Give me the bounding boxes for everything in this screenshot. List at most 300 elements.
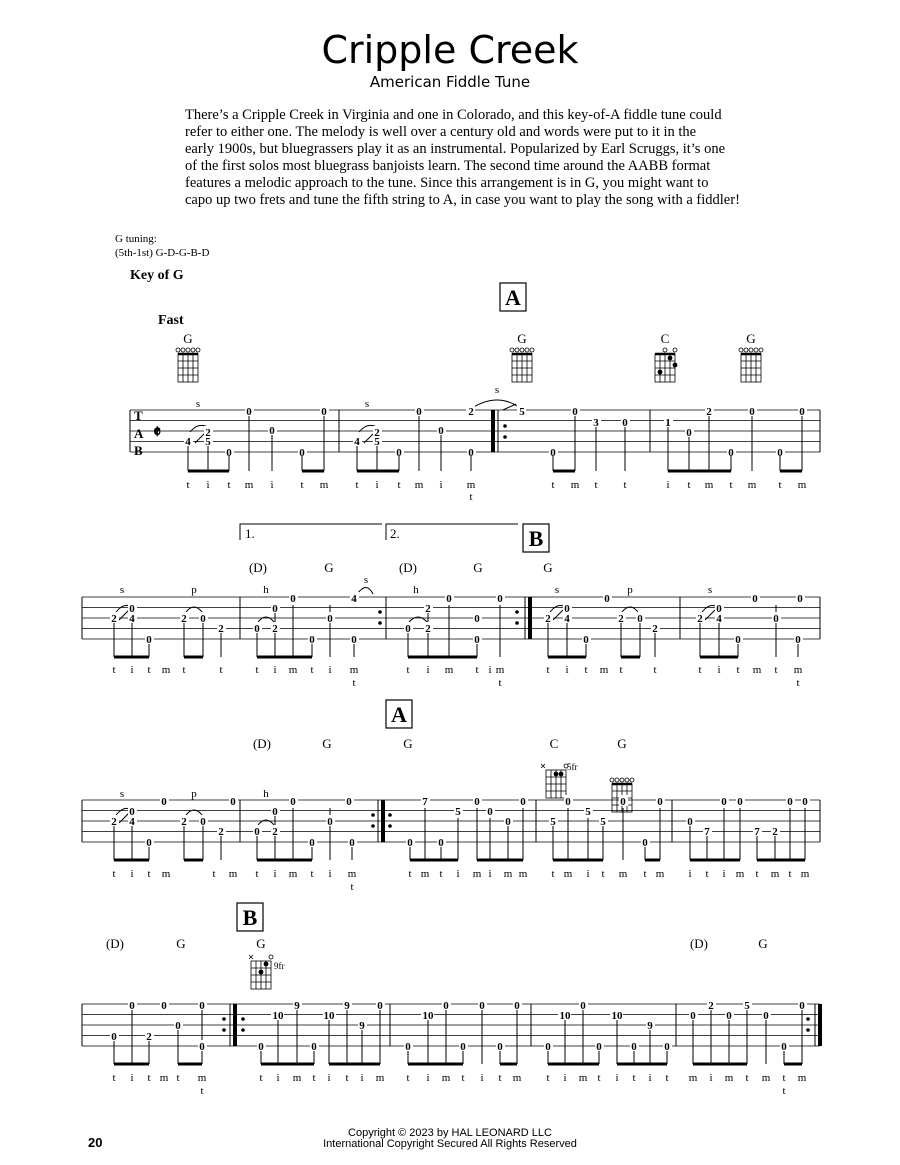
finger-mark: t: [147, 664, 151, 676]
tab-fret: 3: [593, 417, 599, 429]
finger-mark: t: [355, 479, 359, 491]
finger-mark: t: [310, 664, 314, 676]
chord-symbol: G: [517, 331, 527, 346]
finger-mark: t: [594, 479, 598, 491]
tab-fret: 0: [773, 613, 779, 625]
finger-mark: m: [161, 868, 171, 880]
tab-fret: 5: [585, 806, 591, 818]
tab-fret: 0: [657, 796, 663, 808]
tab-fret: 2: [111, 816, 117, 828]
finger-mark: t: [643, 868, 647, 880]
intro-line: early 1900s, but bluegrassers play it as an instrumental. Popularized by Earl Scruggs, it’s one: [185, 141, 726, 157]
tab-fret: 2: [218, 623, 224, 635]
finger-mark: t: [745, 1072, 749, 1084]
tab-fret: 4: [716, 613, 722, 625]
rights-line: International Copyright Secured All Rights Reserved: [323, 1138, 577, 1150]
copyright-line: Copyright © 2023 by HAL LEONARD LLC: [348, 1127, 552, 1139]
finger-mark: m: [797, 1072, 807, 1084]
finger-mark: t: [112, 1072, 116, 1084]
finger-mark: t: [796, 677, 800, 689]
tab-fret: 0: [565, 796, 571, 808]
tuning-value: (5th-1st) G-D-G-B-D: [115, 247, 210, 259]
tab-fret: 5: [600, 816, 606, 828]
tab-fret: 0: [327, 613, 333, 625]
finger-mark: m: [244, 479, 254, 491]
technique-mark: h: [263, 788, 269, 800]
intro-line: features a melodic approach to the tune. Since this arrangement is in G, you might want to: [185, 175, 709, 191]
finger-mark: i: [328, 868, 332, 880]
tab-fret: 0: [327, 816, 333, 828]
finger-mark: t: [498, 677, 502, 689]
finger-mark: i: [439, 479, 443, 491]
finger-mark: t: [397, 479, 401, 491]
tab-fret: 0: [438, 425, 444, 437]
finger-mark: t: [147, 868, 151, 880]
finger-mark: t: [623, 479, 627, 491]
tab-fret: 10: [422, 1010, 434, 1022]
tab-fret: 0: [474, 613, 480, 625]
tab-fret: 0: [258, 1041, 264, 1053]
finger-mark: m: [578, 1072, 588, 1084]
tab-fret: 2: [545, 613, 551, 625]
tab-fret: 0: [596, 1041, 602, 1053]
finger-mark: t: [439, 868, 443, 880]
tab-fret: 0: [479, 1000, 485, 1012]
tab-fret: 0: [642, 837, 648, 849]
finger-mark: i: [328, 664, 332, 676]
intro-line: refer to either one. The melody is well over a century old and words were put to it in the: [185, 124, 697, 140]
tab-fret: 0: [246, 406, 252, 418]
finger-mark: m: [420, 868, 430, 880]
finger-mark: i: [488, 664, 492, 676]
tab-fret: 0: [346, 796, 352, 808]
finger-mark: m: [724, 1072, 734, 1084]
finger-mark: m: [319, 479, 329, 491]
technique-mark: h: [263, 584, 269, 596]
chord-symbol: G: [322, 736, 332, 751]
finger-mark: i: [206, 479, 210, 491]
tab-fret: 0: [487, 806, 493, 818]
cut-time-icon: 𝄵: [153, 422, 162, 442]
chord-symbol: G: [617, 736, 627, 751]
tab-fret: 0: [129, 603, 135, 615]
finger-mark: m: [161, 664, 171, 676]
tab-fret: 0: [299, 447, 305, 459]
tab-fret: 0: [637, 613, 643, 625]
tab-fret: 0: [777, 447, 783, 459]
finger-mark: t: [632, 1072, 636, 1084]
chord-symbol: (D): [105, 936, 125, 951]
finger-mark: m: [747, 479, 757, 491]
chord-symbol: (D): [252, 736, 272, 751]
chord-symbol: G: [746, 331, 756, 346]
finger-mark: t: [778, 479, 782, 491]
finger-mark: m: [444, 664, 454, 676]
finger-mark: m: [655, 868, 665, 880]
tab-fret: 0: [309, 837, 315, 849]
tab-fret: 5: [744, 1000, 750, 1012]
tab-fret: 0: [797, 593, 803, 605]
technique-mark: p: [191, 788, 197, 800]
tab-fret: 0: [416, 406, 422, 418]
tab-fret: 0: [520, 796, 526, 808]
chord-symbol: G: [473, 560, 483, 575]
tab-fret: 9: [344, 1000, 350, 1012]
finger-mark: t: [601, 868, 605, 880]
tab-fret: 0: [254, 826, 260, 838]
tab-fret: 7: [754, 826, 760, 838]
finger-mark: m: [414, 479, 424, 491]
second-ending-label: 2.: [390, 526, 400, 541]
finger-mark: t: [698, 664, 702, 676]
finger-mark: t: [782, 1085, 786, 1097]
tab-fret: 0: [272, 603, 278, 615]
chord-symbol: (D): [398, 560, 418, 575]
tab-fret: 0: [129, 806, 135, 818]
finger-mark: t: [200, 1085, 204, 1097]
finger-mark: i: [130, 1072, 134, 1084]
finger-mark: i: [688, 868, 692, 880]
tab-fret: 0: [583, 634, 589, 646]
finger-mark: m: [472, 868, 482, 880]
finger-mark: t: [546, 664, 550, 676]
tab-fret: 4: [564, 613, 570, 625]
finger-mark: i: [426, 1072, 430, 1084]
finger-mark: t: [551, 868, 555, 880]
finger-mark: t: [546, 1072, 550, 1084]
finger-mark: m: [349, 664, 359, 676]
finger-mark: i: [563, 1072, 567, 1084]
finger-mark: t: [475, 664, 479, 676]
tab-fret: 0: [799, 406, 805, 418]
tab-fret: 2: [272, 623, 278, 635]
tab-fret: 2: [772, 826, 778, 838]
finger-mark: t: [176, 1072, 180, 1084]
tab-fret: 0: [199, 1000, 205, 1012]
intro-line: There’s a Cripple Creek in Virginia and one in Colorado, and this key-of-A fiddle tune could: [185, 107, 722, 123]
finger-mark: t: [584, 664, 588, 676]
tab-fret: 9: [294, 1000, 300, 1012]
tab-fret: 2: [425, 603, 431, 615]
finger-mark: t: [312, 1072, 316, 1084]
tuning-label: G tuning:: [115, 233, 157, 245]
tab-fret: 10: [611, 1010, 623, 1022]
finger-mark: i: [360, 1072, 364, 1084]
finger-mark: t: [186, 479, 190, 491]
finger-mark: t: [147, 1072, 151, 1084]
tab-fret: 4: [129, 613, 135, 625]
finger-mark: t: [729, 479, 733, 491]
tab-fret: 2: [146, 1031, 152, 1043]
tab-fret: 2: [205, 427, 211, 439]
finger-mark: i: [273, 868, 277, 880]
page-number: 20: [88, 1135, 103, 1150]
tab-fret: 0: [199, 1041, 205, 1053]
tab-fret: 7: [704, 826, 710, 838]
finger-mark: i: [648, 1072, 652, 1084]
technique-mark: p: [191, 584, 197, 596]
finger-mark: m: [512, 1072, 522, 1084]
tab-fret: 0: [161, 796, 167, 808]
song-title: Cripple Creek: [321, 28, 579, 72]
tab-fret: 2: [374, 427, 380, 439]
tab-fret: 0: [349, 837, 355, 849]
tab-fret: 0: [200, 613, 206, 625]
copyright-notice: [0, 1128, 900, 1150]
tab-fret: 0: [175, 1020, 181, 1032]
finger-mark: t: [782, 1072, 786, 1084]
tab-fret: 2: [181, 816, 187, 828]
finger-mark: i: [456, 868, 460, 880]
tab-fret: 0: [735, 634, 741, 646]
finger-mark: t: [219, 664, 223, 676]
tab-fret: 0: [407, 837, 413, 849]
finger-mark: m: [735, 868, 745, 880]
finger-mark: t: [406, 1072, 410, 1084]
finger-mark: t: [619, 664, 623, 676]
tab-fret: 10: [323, 1010, 335, 1022]
finger-mark: t: [350, 881, 354, 893]
key-signature-label: Key of G: [130, 268, 184, 283]
finger-mark: m: [466, 479, 476, 491]
tab-fret: 0: [737, 796, 743, 808]
tab-fret: 0: [474, 796, 480, 808]
chord-symbol: G: [758, 936, 768, 951]
tab-fret: 0: [290, 593, 296, 605]
finger-mark: m: [797, 479, 807, 491]
finger-mark: m: [752, 664, 762, 676]
tab-fret: 4: [185, 436, 191, 448]
finger-mark: m: [347, 868, 357, 880]
finger-mark: i: [722, 868, 726, 880]
tab-fret: 4: [351, 593, 357, 605]
tab-fret: 0: [690, 1010, 696, 1022]
tab-fret: 0: [545, 1041, 551, 1053]
tab-fret: 4: [354, 436, 360, 448]
finger-mark: i: [615, 1072, 619, 1084]
finger-mark: t: [310, 868, 314, 880]
finger-mark: m: [770, 868, 780, 880]
finger-mark: i: [666, 479, 670, 491]
tab-fret: 0: [514, 1000, 520, 1012]
tab-fret: 5: [205, 436, 211, 448]
tab-fret: 5: [374, 436, 380, 448]
intro-line: of the first solos most bluegrass banjoists learn. The second time around the AABB format: [185, 158, 711, 174]
section-label-a: A: [505, 285, 521, 310]
finger-mark: m: [518, 868, 528, 880]
tab-fret: 10: [272, 1010, 284, 1022]
finger-mark: t: [255, 664, 259, 676]
tab-fret: 0: [795, 634, 801, 646]
chord-symbol: C: [660, 331, 670, 346]
tab-fret: 0: [474, 634, 480, 646]
tab-fret: 0: [226, 447, 232, 459]
chord-symbol: G: [183, 331, 193, 346]
tab-fret: 0: [622, 417, 628, 429]
finger-mark: t: [755, 868, 759, 880]
tab-clef-t: T: [134, 408, 143, 423]
tab-fret: 0: [728, 447, 734, 459]
finger-mark: i: [327, 1072, 331, 1084]
finger-mark: m: [441, 1072, 451, 1084]
finger-mark: m: [503, 868, 513, 880]
tab-fret: 2: [708, 1000, 714, 1012]
tab-fret: 0: [716, 603, 722, 615]
finger-mark: t: [352, 677, 356, 689]
technique-mark: p: [627, 584, 633, 596]
technique-mark: s: [195, 398, 201, 410]
chord-symbol: C: [549, 736, 559, 751]
tab-fret: 10: [559, 1010, 571, 1022]
technique-mark: s: [119, 584, 125, 596]
tab-fret: 0: [311, 1041, 317, 1053]
finger-mark: m: [704, 479, 714, 491]
technique-mark: s: [707, 584, 713, 596]
tab-clef-b: B: [134, 443, 143, 458]
finger-mark: i: [709, 1072, 713, 1084]
finger-mark: i: [565, 664, 569, 676]
tab-fret: 0: [505, 816, 511, 828]
finger-mark: t: [551, 479, 555, 491]
finger-mark: i: [586, 868, 590, 880]
finger-mark: m: [563, 868, 573, 880]
chord-symbol: G: [403, 736, 413, 751]
tab-fret: 2: [181, 613, 187, 625]
technique-mark: s: [364, 398, 370, 410]
technique-mark: s: [554, 584, 560, 596]
technique-mark: h: [413, 584, 419, 596]
finger-mark: t: [788, 868, 792, 880]
finger-mark: m: [228, 868, 238, 880]
tab-fret: 2: [272, 826, 278, 838]
tab-fret: 0: [781, 1041, 787, 1053]
chord-symbol: G: [543, 560, 553, 575]
section-label-b: B: [528, 526, 544, 551]
song-subtitle: American Fiddle Tune: [369, 73, 531, 91]
finger-mark: t: [736, 664, 740, 676]
technique-mark: s: [494, 384, 500, 396]
finger-mark: t: [469, 491, 473, 503]
finger-mark: m: [375, 1072, 385, 1084]
finger-mark: i: [717, 664, 721, 676]
finger-mark: t: [259, 1072, 263, 1084]
intro-line: capo up two frets and tune the fifth string to A, in case you want to play the song with a fiddler!: [185, 192, 740, 208]
tab-fret: 0: [254, 623, 260, 635]
tab-fret: 0: [161, 1000, 167, 1012]
finger-mark: t: [774, 664, 778, 676]
tab-fret: 0: [146, 634, 152, 646]
finger-mark: t: [255, 868, 259, 880]
tab-fret: 0: [396, 447, 402, 459]
finger-mark: t: [687, 479, 691, 491]
finger-mark: t: [182, 664, 186, 676]
tab-fret: 0: [802, 796, 808, 808]
tab-fret: 0: [664, 1041, 670, 1053]
tab-fret: 0: [446, 593, 452, 605]
tab-fret: 0: [726, 1010, 732, 1022]
tab-fret: 2: [425, 623, 431, 635]
tab-fret: 0: [290, 796, 296, 808]
tab-fret: 2: [618, 613, 624, 625]
finger-mark: t: [461, 1072, 465, 1084]
finger-mark: t: [408, 868, 412, 880]
tab-fret: 2: [218, 826, 224, 838]
tab-fret: 0: [269, 425, 275, 437]
finger-mark: m: [197, 1072, 207, 1084]
tab-fret: 0: [405, 623, 411, 635]
technique-mark: s: [363, 574, 369, 586]
finger-mark: i: [130, 664, 134, 676]
finger-mark: i: [273, 664, 277, 676]
tab-fret: 0: [111, 1031, 117, 1043]
tab-fret: 5: [519, 406, 525, 418]
tab-fret: 0: [129, 1000, 135, 1012]
finger-mark: t: [227, 479, 231, 491]
finger-mark: i: [270, 479, 274, 491]
finger-mark: m: [800, 868, 810, 880]
finger-mark: t: [112, 664, 116, 676]
tab-fret: 5: [455, 806, 461, 818]
tab-fret: 0: [309, 634, 315, 646]
tab-fret: 0: [686, 427, 692, 439]
chord-symbol: G: [176, 936, 186, 951]
finger-mark: m: [570, 479, 580, 491]
chord-symbol: (D): [248, 560, 268, 575]
finger-mark: i: [276, 1072, 280, 1084]
chord-symbol: G: [256, 936, 266, 951]
finger-mark: m: [793, 664, 803, 676]
finger-mark: i: [480, 1072, 484, 1084]
tab-fret: 0: [580, 1000, 586, 1012]
section-label-b: B: [242, 905, 258, 930]
finger-mark: t: [406, 664, 410, 676]
finger-mark: t: [705, 868, 709, 880]
finger-mark: m: [495, 664, 505, 676]
finger-mark: t: [112, 868, 116, 880]
tab-fret: 1: [665, 417, 671, 429]
chord-fret-position: 9fr: [274, 961, 285, 971]
tab-fret: 0: [438, 837, 444, 849]
finger-mark: t: [653, 664, 657, 676]
tab-fret: 0: [497, 1041, 503, 1053]
tab-fret: 9: [359, 1020, 365, 1032]
tab-fret: 0: [351, 634, 357, 646]
chord-symbol: G: [324, 560, 334, 575]
chord-fret-position: 5fr: [567, 762, 578, 772]
tab-fret: 0: [230, 796, 236, 808]
first-ending-label: 1.: [245, 526, 255, 541]
tab-fret: 2: [111, 613, 117, 625]
tab-fret: 2: [468, 406, 474, 418]
tab-clef-a: A: [134, 426, 144, 441]
finger-mark: m: [288, 868, 298, 880]
finger-mark: m: [761, 1072, 771, 1084]
finger-mark: m: [288, 664, 298, 676]
tab-fret: 0: [572, 406, 578, 418]
tab-fret: 7: [422, 796, 428, 808]
tab-fret: 0: [799, 1000, 805, 1012]
tab-fret: 0: [604, 593, 610, 605]
tab-fret: 0: [763, 1010, 769, 1022]
tab-fret: 0: [787, 796, 793, 808]
tab-fret: 0: [721, 796, 727, 808]
tab-fret: 0: [620, 796, 626, 808]
tab-fret: 0: [321, 406, 327, 418]
tab-fret: 9: [647, 1020, 653, 1032]
tab-fret: 2: [706, 406, 712, 418]
finger-mark: t: [345, 1072, 349, 1084]
chord-symbol: (D): [689, 936, 709, 951]
